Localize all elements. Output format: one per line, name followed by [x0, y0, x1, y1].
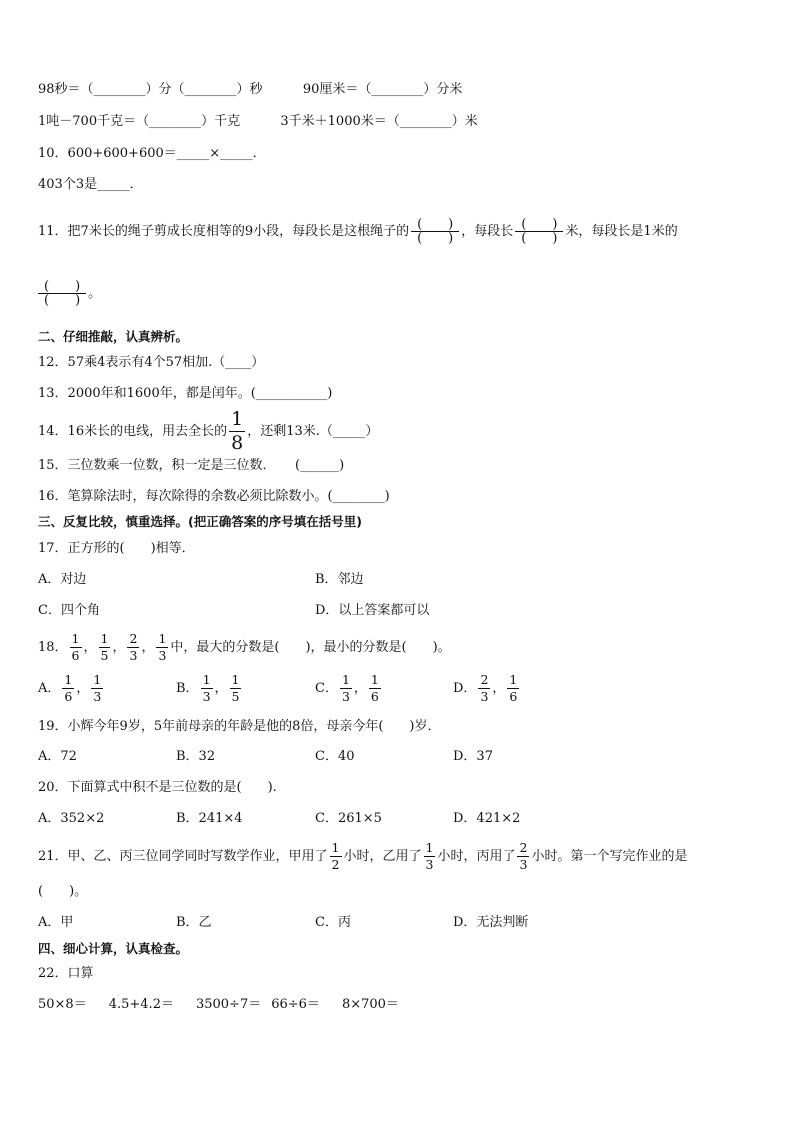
q20-option-c: C．261×5 [315, 811, 382, 826]
q21-option-c: C．丙 [315, 915, 351, 930]
q21-fraction-1: $\frac{1}{2}$ [331, 839, 340, 872]
q20-option-d: D．421×2 [453, 811, 521, 826]
q11-line2 [38, 272, 101, 316]
q20-option-a: A．352×2 [38, 811, 105, 826]
q20-stem: 20．下面算式中积不是三位数的是( ). [38, 780, 277, 795]
q19-option-a: A．72 [38, 749, 77, 764]
q14-pre: 14．16米长的电线，用去全长的 [38, 424, 228, 439]
q11-part2: ，每段长 [461, 224, 514, 239]
q18-stem: 18． $\frac{1}{6}$ ， $\frac{1}{5}$ ， $\frac{2}{3}$ ， $\frac{1}{3}$ 中，最大的分数是( )，最小的分数是( )。 [38, 630, 451, 663]
q11-end: 。 [88, 286, 102, 301]
q18-option-a: A． $\frac{1}{6}$ ， $\frac{1}{3}$ [38, 671, 102, 704]
q18-option-c: C． $\frac{1}{3}$ ， $\frac{1}{6}$ [315, 671, 379, 704]
q13: 13．2000年和1600年，都是闰年。(___________) [38, 386, 333, 401]
q22-items [38, 995, 399, 1015]
section2-title: 二、仔细推敲，认真辨析。 [38, 329, 189, 344]
q16: 16．笔算除法时，每次除得的余数必须比除数小。(________) [38, 489, 390, 504]
q22-item-5: 8×700＝ [341, 997, 399, 1012]
q11-part1: 11．把7米长的绳子剪成长度相等的9小段，每段长是这根绳子的 [38, 224, 410, 239]
q17-stem: 17．正方形的( )相等． [38, 541, 195, 556]
q11-part3: 米，每段长是1米的 [565, 224, 678, 239]
q17-option-d: D．以上答案都可以 [315, 603, 430, 618]
q21-option-b: B．乙 [176, 915, 212, 930]
q9-c: 1吨－700千克＝（________）千克 [38, 114, 241, 129]
q21-option-a: A．甲 [38, 915, 74, 930]
q21-fraction-2: $\frac{1}{3}$ [425, 839, 434, 872]
q17-option-b: B．邻边 [315, 572, 364, 587]
q11-fraction-blank-3: $\frac{( )}{( )}$ [38, 280, 86, 307]
q17-option-a: A．对边 [38, 572, 87, 587]
section4-title: 四、细心计算，认真检查。 [38, 941, 189, 956]
q18-option-b: B． $\frac{1}{3}$ ， $\frac{1}{5}$ [176, 671, 240, 704]
q19-option-b: B．32 [176, 749, 216, 764]
q15: 15．三位数乘一位数，积一定是三位数． (______) [38, 458, 345, 473]
q14-post: ，还剩13米.（_____） [247, 424, 379, 439]
q19-stem: 19．小辉今年9岁，5年前母亲的年龄是他的8倍，母亲今年( )岁． [38, 719, 441, 734]
q10-line2: 403个3是_____． [38, 177, 143, 192]
q22-title: 22．口算 [38, 966, 94, 981]
q18-fraction-2: $\frac{1}{5}$ [100, 630, 109, 663]
q21-line2: ( )。 [38, 884, 88, 899]
q19-option-d: D．37 [453, 749, 493, 764]
q22-item-2: 4.5+4.2＝ [108, 997, 174, 1012]
section3-title: 三、反复比较，慎重选择。(把正确答案的序号填在括号里) [38, 514, 362, 529]
q22-item-1: 50×8＝ [38, 997, 87, 1012]
q18-rest: 中，最大的分数是( )，最小的分数是( )。 [170, 640, 451, 655]
q21-fraction-3: $\frac{2}{3}$ [519, 839, 528, 872]
q17-option-c: C．四个角 [38, 603, 100, 618]
q9-line2 [38, 112, 478, 132]
q18-fraction-4: $\frac{1}{3}$ [158, 630, 167, 663]
q11-fraction-blank-2: $\frac{( )}{( )}$ [515, 218, 563, 245]
q22-item-4: 66÷6＝ [271, 997, 320, 1012]
q18-option-d: D． $\frac{2}{3}$ ， $\frac{1}{6}$ [453, 671, 518, 704]
q11-fraction-blank-1: $\frac{( )}{( )}$ [411, 218, 459, 245]
q9-b: 90厘米＝（________）分米 [302, 82, 463, 97]
q21-option-d: D．无法判断 [453, 915, 529, 930]
q9-d: 3千米＋1000米＝（________）米 [280, 114, 478, 129]
q9-a: 98秒＝（________）分（________）秒 [38, 82, 263, 97]
q18-number: 18． [38, 640, 68, 655]
q22-item-3: 3500÷7＝ [195, 997, 262, 1012]
q18-fraction-1: $\frac{1}{6}$ [71, 630, 80, 663]
q10-line1: 10．600+600+600＝_____×_____． [38, 146, 266, 161]
q11-line1 [38, 210, 678, 254]
q19-option-c: C．40 [315, 749, 355, 764]
q9-line1 [38, 80, 462, 100]
q14 [38, 410, 378, 453]
q12: 12．57乘4表示有4个57相加.（____） [38, 355, 265, 370]
q18-fraction-3: $\frac{2}{3}$ [129, 630, 138, 663]
q20-option-b: B．241×4 [176, 811, 243, 826]
q21-stem: 21．甲、乙、丙三位同学同时写数学作业，甲用了 $\frac{1}{2}$ 小时，乙用了 $\frac{1}{3}$ 小时，丙用了 $\frac{2}{3}$ 小时。第一个写完作业的是 [38, 839, 688, 872]
q14-fraction: $\frac{1}{8}$ [231, 408, 244, 454]
